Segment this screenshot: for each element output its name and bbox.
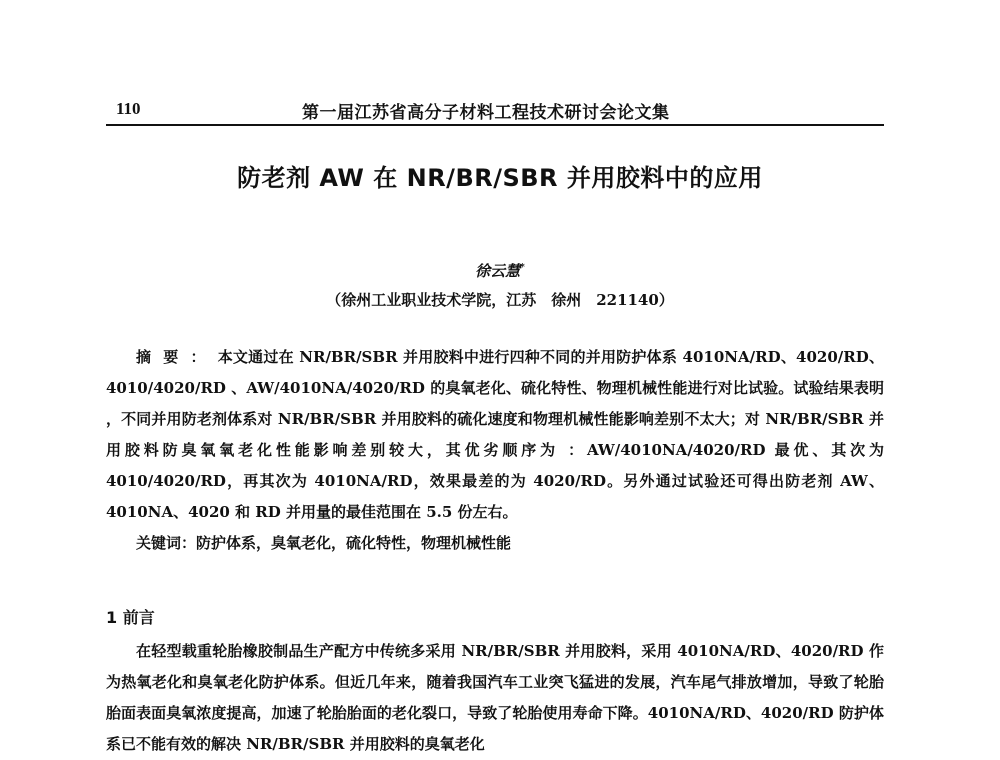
abstract-label: 摘要： xyxy=(136,348,218,366)
author-line xyxy=(0,260,1000,281)
keywords-text: 防护体系，臭氧老化，硫化特性，物理机械性能 xyxy=(196,534,512,552)
introduction-block xyxy=(106,636,884,760)
page-number: 110 xyxy=(116,99,141,118)
abstract-block xyxy=(106,342,884,559)
abstract-text: 本文通过在 NR/BR/SBR 并用胶料中进行四种不同的并用防护体系 4010NA/RD、4020/RD、4010/4020/RD 、AW/4010NA/4020/RD 的臭氧老化、硫化特性、物理机械性能进行对比试验。试验结果表明 ，不同并用防老剂体系对 NR/BR/SBR 并用胶料的硫化速度和物理机械性能影响差别不太大；对 NR/BR/SBR 并用胶料防臭氧氧老化性能影响差别较大，其优劣顺序为 ：AW/4010NA/4020/RD 最优、其次为 4010/4020/RD，再其次为 4010NA/RD，效果最差的为 4020/RD。另外通过试验还可得出防老剂 AW、4010NA、4020 和 RD 并用量的最佳范围在 5.5 份左右。 xyxy=(106,348,884,521)
section-heading-introduction: 1 前言 xyxy=(106,608,155,627)
author-name: 徐云慧 xyxy=(475,262,521,280)
keywords-paragraph xyxy=(106,528,884,559)
keywords-label: 关键词： xyxy=(136,534,197,552)
author-footnote-mark: * xyxy=(520,263,525,273)
running-header xyxy=(106,96,884,126)
paper-title: 防老剂 AW 在 NR/BR/SBR 并用胶料中的应用 xyxy=(237,164,763,192)
journal-title: 第一届江苏省高分子材料工程技术研讨会论文集 xyxy=(302,103,670,123)
introduction-paragraph: 在轻型载重轮胎橡胶制品生产配方中传统多采用 NR/BR/SBR 并用胶料，采用 4010NA/RD、4020/RD 作为热氧老化和臭氧老化防护体系。但近几年来，随着我国汽车工业突飞猛进的发展，汽车尾气排放增加，导致了轮胎胎面表面臭氧浓度提高，加速了轮胎胎面的老化裂口，导致了轮胎使用寿命下降。4010NA/RD、4020/RD 防护体系已不能有效的解决 NR/BR/SBR 并用胶料的臭氧老化 xyxy=(106,642,884,753)
abstract-paragraph xyxy=(106,342,884,528)
author-affiliation: （徐州工业职业技术学院，江苏 徐州 221140） xyxy=(326,291,674,309)
